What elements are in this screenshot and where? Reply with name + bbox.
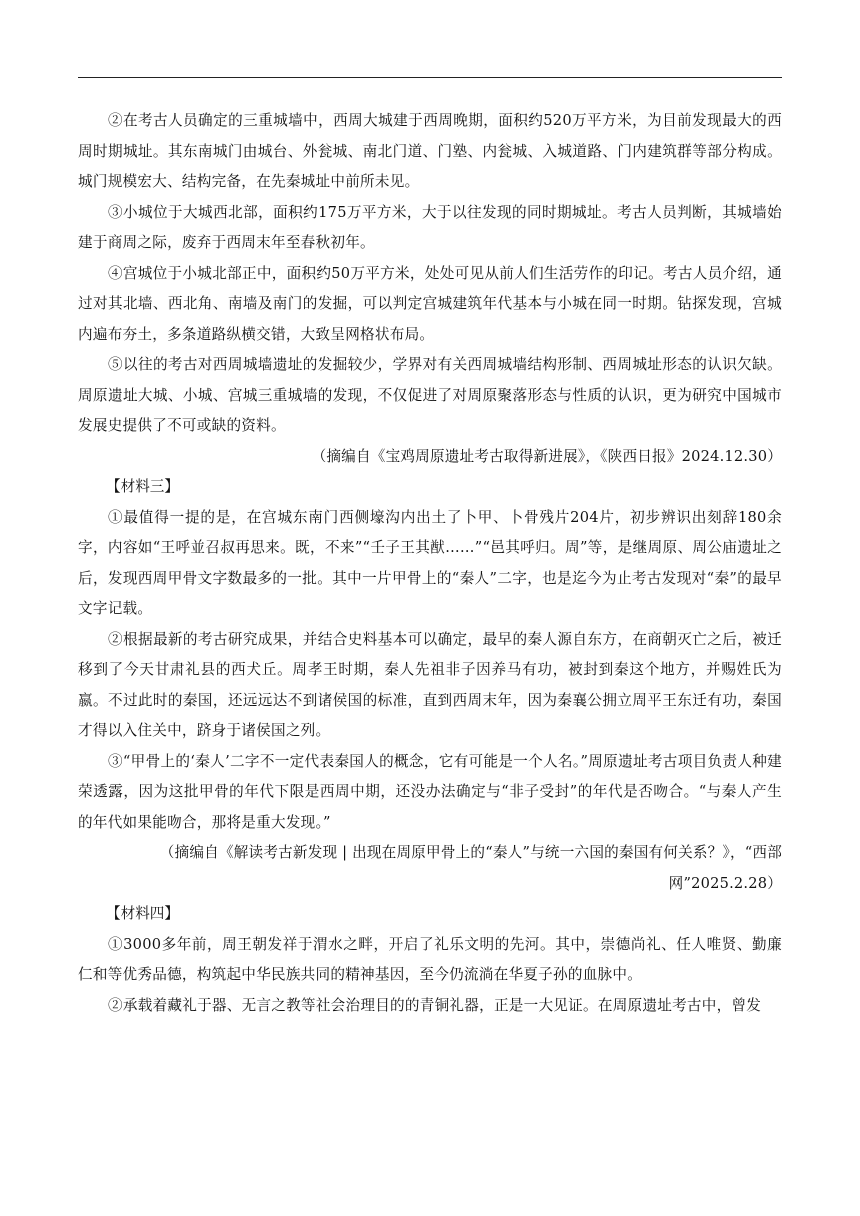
paragraph: ②根据最新的考古研究成果，并结合史料基本可以确定，最早的秦人源自东方，在商朝灭亡之后，被迁移到了今天甘肃礼县的西犬丘。周孝王时期，秦人先祖非子因养马有功，被封到秦这个地方，并赐姓氏为嬴。不过此时的秦国，还远远达不到诸侯国的标准，直到西周末年，因为秦襄公拥立周平王东迁有功，秦国才得以入住关中，跻身于诸侯国之列。 [78,630,782,739]
paragraph: ④宫城位于小城北部正中，面积约50万平方米，处处可见从前人们生活劳作的印记。考古人员介绍，通过对其北墙、西北角、南墙及南门的发掘，可以判定宫城建筑年代基本与小城在同一时期。钻探发现，宫城内遍布夯土，多条道路纵横交错，大致呈网格状布局。 [78,264,782,343]
source-citation: （摘编自《宝鸡周原遗址考古取得新进展》，《陕西日报》2024.12.30） [311,447,782,465]
document-body [78,106,782,1021]
paragraph: ③“甲骨上的‘秦人’二字不一定代表秦国人的概念，它有可能是一个人名。”周原遗址考古项目负责人种建荣透露，因为这批甲骨的年代下限是西周中期，还没办法确定与“非子受封”的年代是否吻合。“与秦人产生的年代如果能吻合，那将是重大发现。” [78,752,782,831]
source-citation: （摘编自《解读考古新发现 | 出现在周原甲骨上的“秦人”与统一六国的秦国有何关系？》，“西部网”2025.2.28） [159,844,782,892]
paragraph: ①最值得一提的是，在宫城东南门西侧壕沟内出土了卜甲、卜骨残片204片，初步辨识出刻辞180余字，内容如“王呼並召叔再思来。既，不来”“壬子王其猷……”“邑其呼归。周”等，是继周原、周公庙遗址之后，发现西周甲骨文字数最多的一批。其中一片甲骨上的“秦人”二字，也是迄今为止考古发现对“秦”的最早文字记载。 [78,508,782,617]
paragraph: ②承载着藏礼于器、无言之教等社会治理目的的青铜礼器，正是一大见证。在周原遗址考古中，曾发 [108,996,762,1014]
paragraph: ①3000多年前，周王朝发祥于渭水之畔，开启了礼乐文明的先河。其中，崇德尚礼、任人唯贤、勤廉仁和等优秀品德，构筑起中华民族共同的精神基因，至今仍流淌在华夏子孙的血脉中。 [78,935,782,983]
section-heading-material-3: 【材料三】 [106,478,179,495]
paragraph: ③小城位于大城西北部，面积约175万平方米，大于以往发现的同时期城址。考古人员判断，其城墙始建于商周之际，废弃于西周末年至春秋初年。 [78,203,782,251]
paragraph: ⑤以往的考古对西周城墙遗址的发掘较少，学界对有关西周城墙结构形制、西周城址形态的认识欠缺。周原遗址大城、小城、宫城三重城墙的发现，不仅促进了对周原聚落形态与性质的认识，更为研究中国城市发展史提供了不可或缺的资料。 [78,356,782,434]
header-rule [78,77,782,78]
section-heading-material-4: 【材料四】 [106,905,179,922]
paragraph: ②在考古人员确定的三重城墙中，西周大城建于西周晚期，面积约520万平方米，为目前发现最大的西周时期城址。其东南城门由城台、外瓮城、南北门道、门塾、内瓮城、入城道路、门内建筑群等部分构成。城门规模宏大、结构完备，在先秦城址中前所未见。 [78,112,782,190]
